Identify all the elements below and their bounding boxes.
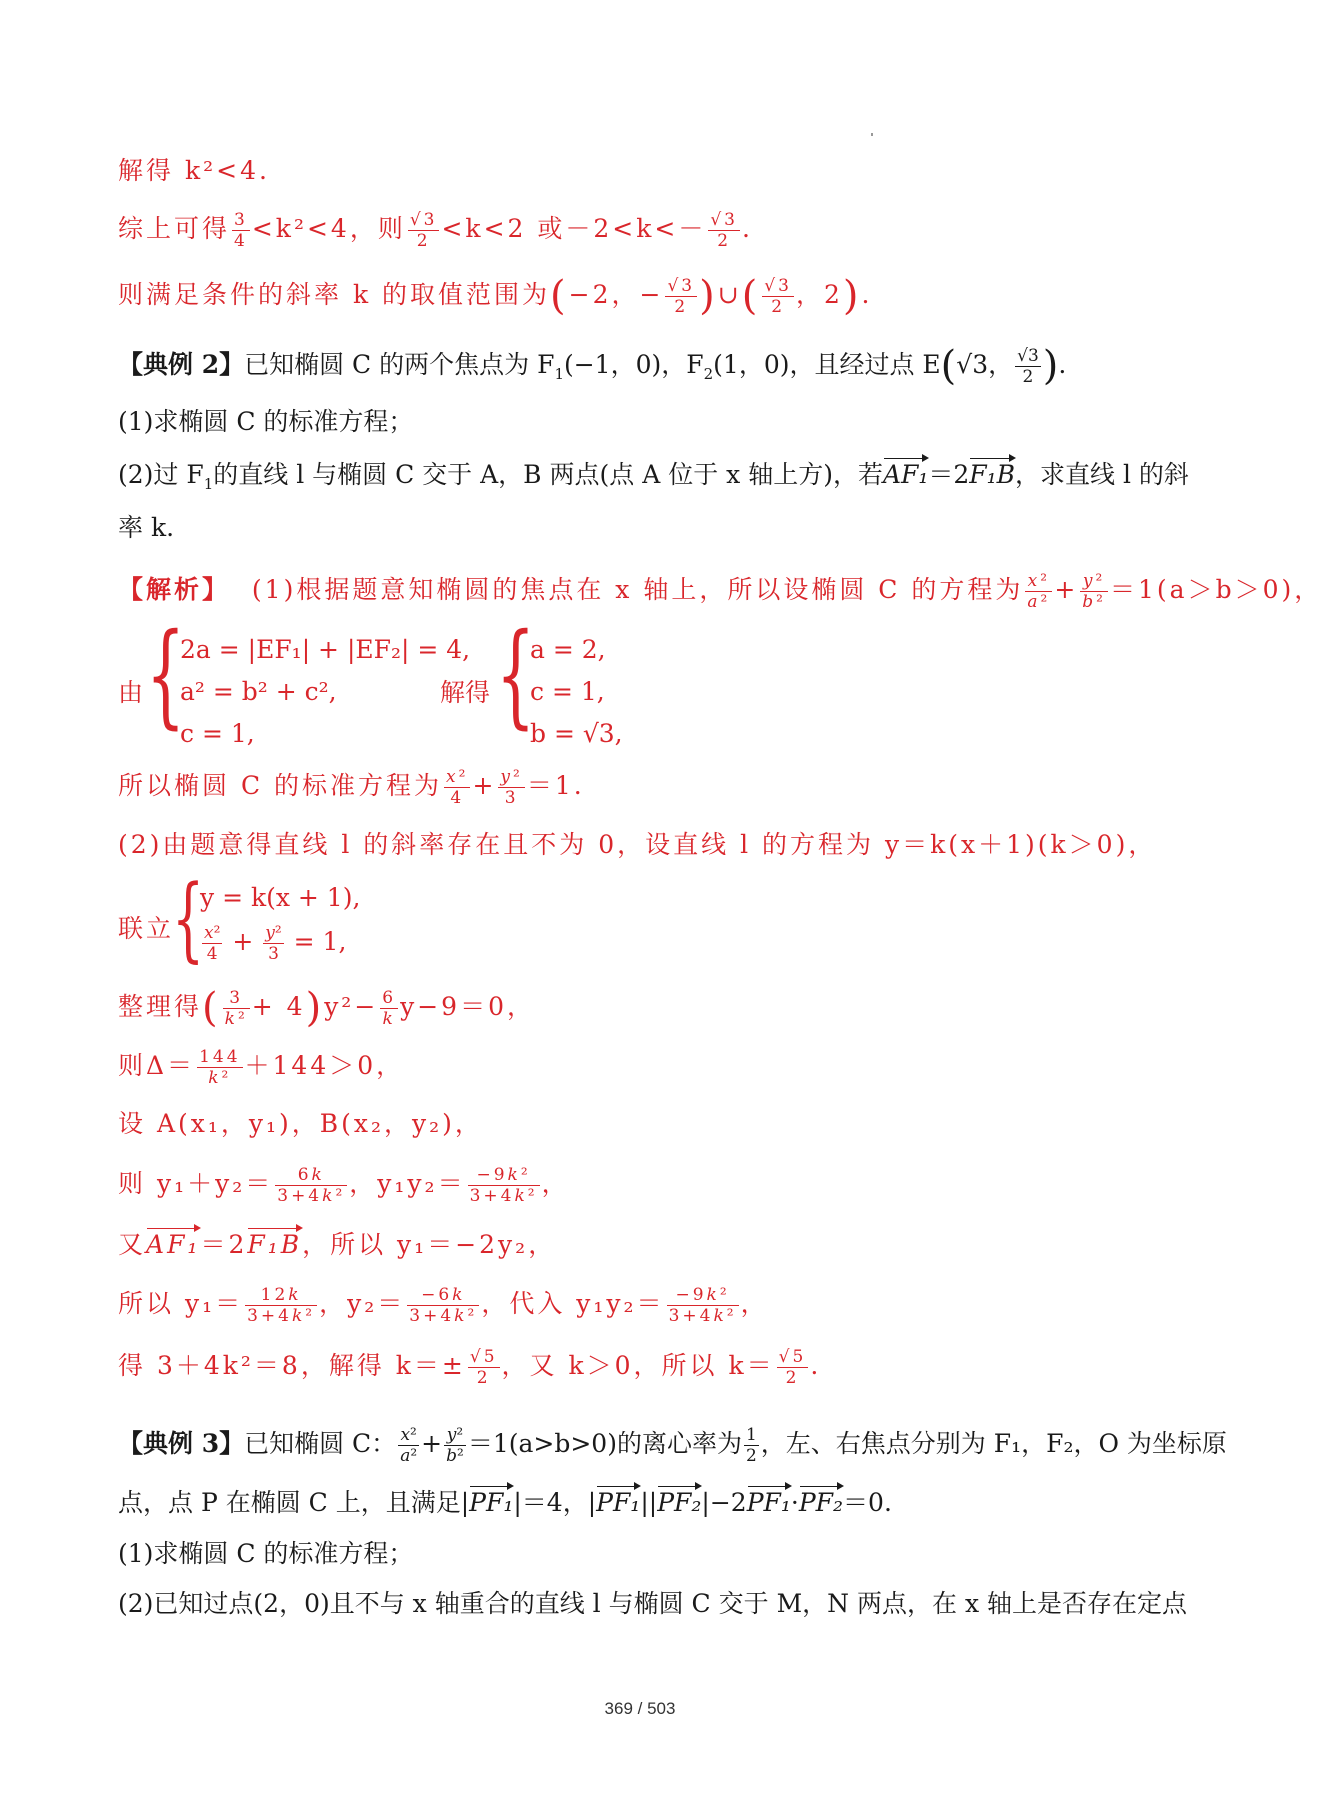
vector-af1: AF₁ — [146, 1225, 200, 1265]
solution-line — [118, 1046, 1178, 1088]
system-row: a² = b² + c², — [180, 677, 337, 706]
text-run: 得 3＋4k²＝8，解得 k＝± — [118, 1351, 466, 1380]
text-run: ，y₁y₂＝ — [349, 1169, 466, 1198]
text-run: ，左、右焦点分别为 F₁，F₂，O 为坐标原 — [760, 1429, 1227, 1458]
text-run: 整理得 — [118, 992, 203, 1021]
text-run: ＝1. — [526, 771, 585, 800]
vector-f1b: F₁B — [969, 455, 1015, 495]
text-run: y²− — [324, 992, 379, 1021]
text-run: 解得 k²<4. — [118, 156, 270, 185]
text-run: |−2 — [701, 1488, 747, 1517]
text-run: |＝4，| — [513, 1488, 597, 1517]
text-run: (−1，0)，F — [563, 350, 704, 379]
text-run: 已知椭圆 C 的两个焦点为 F — [244, 350, 555, 379]
text-run: ，y₂＝ — [319, 1289, 406, 1318]
text-run: (2)过 F — [118, 460, 204, 489]
text-run: (1，0)，且经过点 E — [713, 350, 941, 379]
text-run: || — [640, 1488, 658, 1517]
system-label: 解得 — [440, 678, 491, 707]
text-run: 所以 y₁＝ — [118, 1289, 244, 1318]
text-run: ＝2 — [928, 460, 970, 489]
question-2: (2)过 $F_1$的直线 l 与椭圆 C 交于 A，B 两点(点 A 位于 x 轴上方)，若AF₁＝2F₁B，求直线 l 的斜 — [118, 455, 1178, 504]
system-label: 联立 — [118, 914, 175, 943]
text-run: 率 k. — [118, 513, 175, 542]
question-1 — [118, 1534, 1178, 1574]
solution-line — [118, 1284, 1178, 1326]
text-run: 已知椭圆 C： — [244, 1429, 397, 1458]
fraction: $\frac{3}{\text{k²}}$ — [224, 988, 248, 1029]
text-run: ＝0. — [843, 1488, 892, 1517]
text-run: . — [810, 1351, 822, 1380]
fraction: $\frac{√3}{2}$ — [409, 210, 438, 251]
text-run: (2)由题意得直线 l 的斜率存在且不为 0，设直线 l 的方程为 y＝k(x＋1)(k＞0)， — [118, 830, 1157, 859]
example-3-stem: 【典例 3】已知椭圆 C： $\frac{\text{x²}}{\text{a²}}$ + $\frac{\text{y²}}{\text{b²}}$ ＝1(a>b>0)的离心率为 $\frac{1}{2}$ ，左、右焦点分别为 F₁，F₂，O 为坐标原 — [118, 1425, 1227, 1466]
vector-af1: AF₁ — [883, 455, 928, 495]
solution-line — [118, 1346, 1178, 1388]
text-run: <k<2 或－2<k<－ — [441, 214, 707, 243]
fraction: $\frac{\text{y²}}{3}$ — [500, 767, 523, 808]
equation-system-3: 联立 { y = k(x + 1), $\frac{\text{x²}}{4}$ + $\frac{\text{y²}}{3}$ = 1, — [118, 865, 361, 972]
solution-line — [118, 151, 1178, 191]
fraction: $\frac{√3}{2}$ — [764, 276, 792, 317]
system-row: a = 2, — [530, 635, 606, 664]
solution-line: 整理得( $\frac{3}{\text{k²}}$ + 4)y²− $\frac{6}{k}$ y−9＝0， — [118, 985, 535, 1031]
scan-mark — [871, 133, 873, 136]
fraction: $\frac{√5}{2}$ — [469, 1347, 498, 1388]
vector-pf1: PF₁ — [469, 1483, 513, 1523]
solution-line — [118, 825, 1178, 865]
example-2-stem: 【典例 2】已知椭圆 C 的两个焦点为 $F_1(-1$，0)，$F_2(1$，0)，且经过点 E(√3， $\frac{√3}{2}$ ). — [118, 343, 1067, 389]
text-run: (1)求椭圆 C 的标准方程； — [118, 407, 414, 436]
fraction: $\frac{6k}{\text{3+4k²}}$ — [277, 1165, 346, 1206]
text-run: 所以椭圆 C 的标准方程为 — [118, 771, 443, 800]
text-run: ＋144＞0， — [244, 1051, 405, 1080]
fraction: $\frac{√3}{2}$ — [710, 210, 738, 251]
text-run: √3， — [956, 350, 1014, 379]
text-run: (1)求椭圆 C 的标准方程； — [118, 1539, 414, 1568]
text-run: 点，点 P 在椭圆 C 上，且满足| — [118, 1488, 470, 1517]
text-run: ＝1(a＞b＞0)， — [1110, 575, 1322, 604]
solution-line: 【解析】 (1)根据题意知椭圆的焦点在 x 轴上，所以设椭圆 C 的方程为 $\frac{\text{x²}}{\text{a²}}$ + $\frac{\text{y²}}{\text{b²}}$ ＝1(a＞b＞0)， — [118, 571, 1322, 612]
vector-pf2: PF₂ — [657, 1483, 701, 1523]
text-run: . — [861, 280, 873, 309]
solution-line — [118, 1164, 1178, 1206]
fraction: $\frac{\text{−9k²}}{\text{3+4k²}}$ — [469, 1165, 538, 1206]
text-run: ＝1(a>b>0)的离心率为 — [467, 1429, 742, 1458]
fraction: $\frac{\text{y²}}{\text{b²}}$ — [446, 1425, 464, 1466]
text-run: −2，− — [568, 280, 664, 309]
text-run: 设 A(x₁，y₁)，B(x₂，y₂)， — [118, 1109, 483, 1138]
text-run: ∪ — [717, 280, 742, 309]
fraction: $\frac{1}{2}$ — [745, 1425, 757, 1466]
text-run: ， — [541, 1169, 570, 1198]
fraction: $\frac{√5}{2}$ — [778, 1347, 807, 1388]
text-run: ，2 — [795, 280, 843, 309]
text-run: ，代入 y₁y₂＝ — [481, 1289, 665, 1318]
vector-f1b: F₁B — [247, 1225, 302, 1265]
solution-line — [118, 1225, 1178, 1265]
text-run: · — [790, 1488, 799, 1517]
example-tag: 【典例 2】 — [118, 350, 245, 379]
text-run: ＝2 — [200, 1230, 248, 1259]
solution-line — [118, 209, 1178, 251]
system-row: 2a = |EF₁| + |EF₂| = 4, — [180, 635, 471, 664]
text-run: 则Δ＝ — [118, 1051, 196, 1080]
text-run: ，所以 y₁＝−2y₂， — [302, 1230, 557, 1259]
solution-line: 则满足条件的斜率 k 的取值范围为(−2，− $\frac{√3}{2}$ )∪( $\frac{√3}{2}$ ，2). — [118, 273, 873, 319]
vector-pf2: PF₂ — [799, 1483, 843, 1523]
text-run: y−9＝0， — [400, 992, 535, 1021]
fraction: $\frac{\text{y²}}{\text{b²}}$ — [1082, 571, 1106, 612]
solution-tag: 【解析】 — [118, 575, 231, 604]
text-run: 又 — [118, 1230, 147, 1259]
solution-line: 所以椭圆 C 的标准方程为 $\frac{\text{x²}}{4}$ + $\frac{\text{y²}}{3}$ ＝1. — [118, 767, 585, 808]
fraction: $\frac{\text{x²}}{\text{a²}}$ — [400, 1425, 418, 1466]
text-run: . — [742, 214, 753, 243]
fraction: $\frac{3}{4}$ — [234, 210, 248, 251]
fraction: $\frac{√3}{2}$ — [667, 276, 696, 317]
equation-system-1: 由 { 2a = |EF₁| + |EF₂| = 4, a² = b² + c², c = 1, — [118, 629, 538, 759]
vector-pf1: PF₁ — [596, 1483, 640, 1523]
text-run: ，求直线 l 的斜 — [1015, 460, 1189, 489]
example-3-line — [118, 1483, 1178, 1523]
text-run: ，又 k＞0，所以 k＝ — [501, 1351, 775, 1380]
example-tag: 【典例 3】 — [118, 1429, 245, 1458]
text-run: 综上可得 — [118, 214, 231, 243]
equation-system-2: 解得 { a = 2, c = 1, b = √3, — [440, 629, 740, 759]
vector-pf1: PF₁ — [747, 1483, 791, 1523]
question-2-cont — [118, 508, 1178, 548]
question-2 — [118, 1584, 1187, 1624]
system-row: y = k(x + 1), — [200, 883, 361, 912]
system-row: b = √3, — [530, 719, 623, 748]
solution-line — [118, 1104, 1178, 1144]
text-run: (1)根据题意知椭圆的焦点在 x 轴上，所以设椭圆 C 的方程为 — [251, 575, 1024, 604]
fraction: $\frac{-6k}{\text{3+4k²}}$ — [409, 1285, 478, 1326]
fraction: $\frac{\text{−9k²}}{\text{3+4k²}}$ — [668, 1285, 737, 1326]
fraction: $\frac{√3}{2}$ — [1017, 346, 1039, 387]
text-run: ， — [740, 1289, 769, 1318]
fraction: $\frac{6}{k}$ — [382, 988, 397, 1029]
text-run: <k²<4，则 — [251, 214, 406, 243]
system-row: c = 1, — [530, 677, 605, 706]
system-row: c = 1, — [180, 719, 255, 748]
system-label: 由 — [118, 678, 144, 707]
text-run: 则满足条件的斜率 k 的取值范围为 — [118, 280, 551, 309]
fraction: $\frac{\text{x²}}{4}$ — [446, 767, 469, 808]
fraction: $\frac{144}{\text{k²}}$ — [199, 1047, 241, 1088]
text-run: 则 y₁＋y₂＝ — [118, 1169, 274, 1198]
text-run: 的直线 l 与椭圆 C 交于 A，B 两点(点 A 位于 x 轴上方)，若 — [213, 460, 883, 489]
system-row: $\frac{\text{x²}}{4}$ + $\frac{\text{y²}}{3}$ = 1, — [204, 923, 347, 964]
fraction: $\frac{12k}{\text{3+4k²}}$ — [247, 1285, 316, 1326]
fraction: $\frac{\text{x²}}{\text{a²}}$ — [1027, 571, 1051, 612]
page-number: 369 / 503 — [604, 1699, 676, 1718]
question-1 — [118, 402, 1178, 442]
text-run: (2)已知过点(2，0)且不与 x 轴重合的直线 l 与椭圆 C 交于 M，N 两点，在 x 轴上是否存在定点 — [118, 1589, 1187, 1618]
